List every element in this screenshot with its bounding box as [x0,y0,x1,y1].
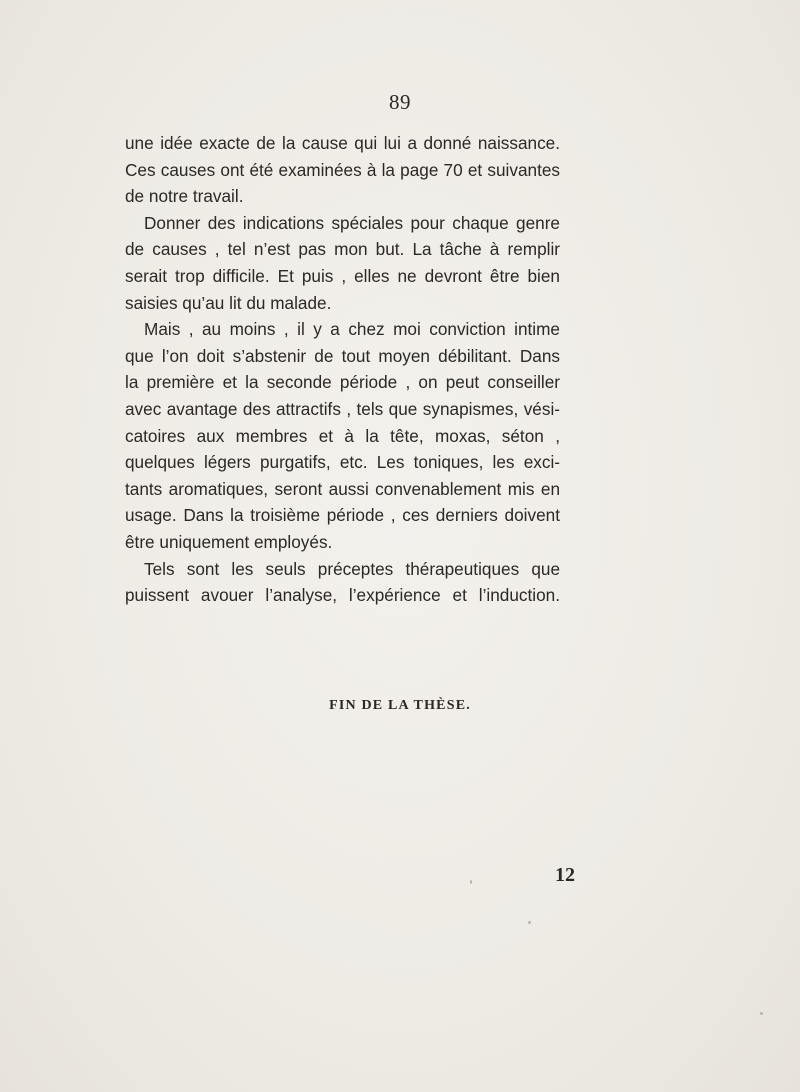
text-line: catoires aux membres et à la tête, moxas, séton , [125,425,560,446]
text-line: Donner des indications spéciales pour chaque genre [144,212,560,233]
end-mark: FIN DE LA THÈSE. [329,698,471,713]
text-line: être uniquement employés. [125,531,333,552]
body-text [125,130,560,609]
text-line: quelques légers purgatifs, etc. Les toniques, les exci- [125,452,560,473]
text-line: saisies qu’au lit du malade. [125,292,332,313]
text-line: serait trop difficile. Et puis , elles ne devront être bien [125,265,560,286]
text-line: Mais , au moins , il y a chez moi conviction intime [144,319,560,340]
text-line: Tels sont les seuls préceptes thérapeutiques que [144,558,560,579]
paper-speck [470,880,472,884]
signature-number: 12 [555,864,575,886]
text-line: une idée exacte de la cause qui lui a donné naissance. [125,133,560,153]
text-line: avec avantage des attractifs , tels que synapismes, vési- [125,398,560,419]
text-line: de notre travail. [125,186,244,207]
text-line: la première et la seconde période , on peut conseiller [125,372,560,393]
text-line: Ces causes ont été examinées à la page 70 et suivantes [125,159,560,180]
text-line: usage. Dans la troisième période , ces derniers doivent [125,505,560,526]
text-line: puissent avouer l’analyse, l’expérience et l’induction. [125,585,560,606]
text-line: que l’on doit s’abstenir de tout moyen débilitant. Dans [125,345,560,366]
page-number: 89 [389,90,411,114]
paper-speck [528,921,531,924]
text-line: tants aromatiques, seront aussi convenablement mis en [125,478,560,499]
text-line: de causes , tel n’est pas mon but. La tâche à remplir [125,239,560,260]
paper-speck [760,1012,763,1015]
